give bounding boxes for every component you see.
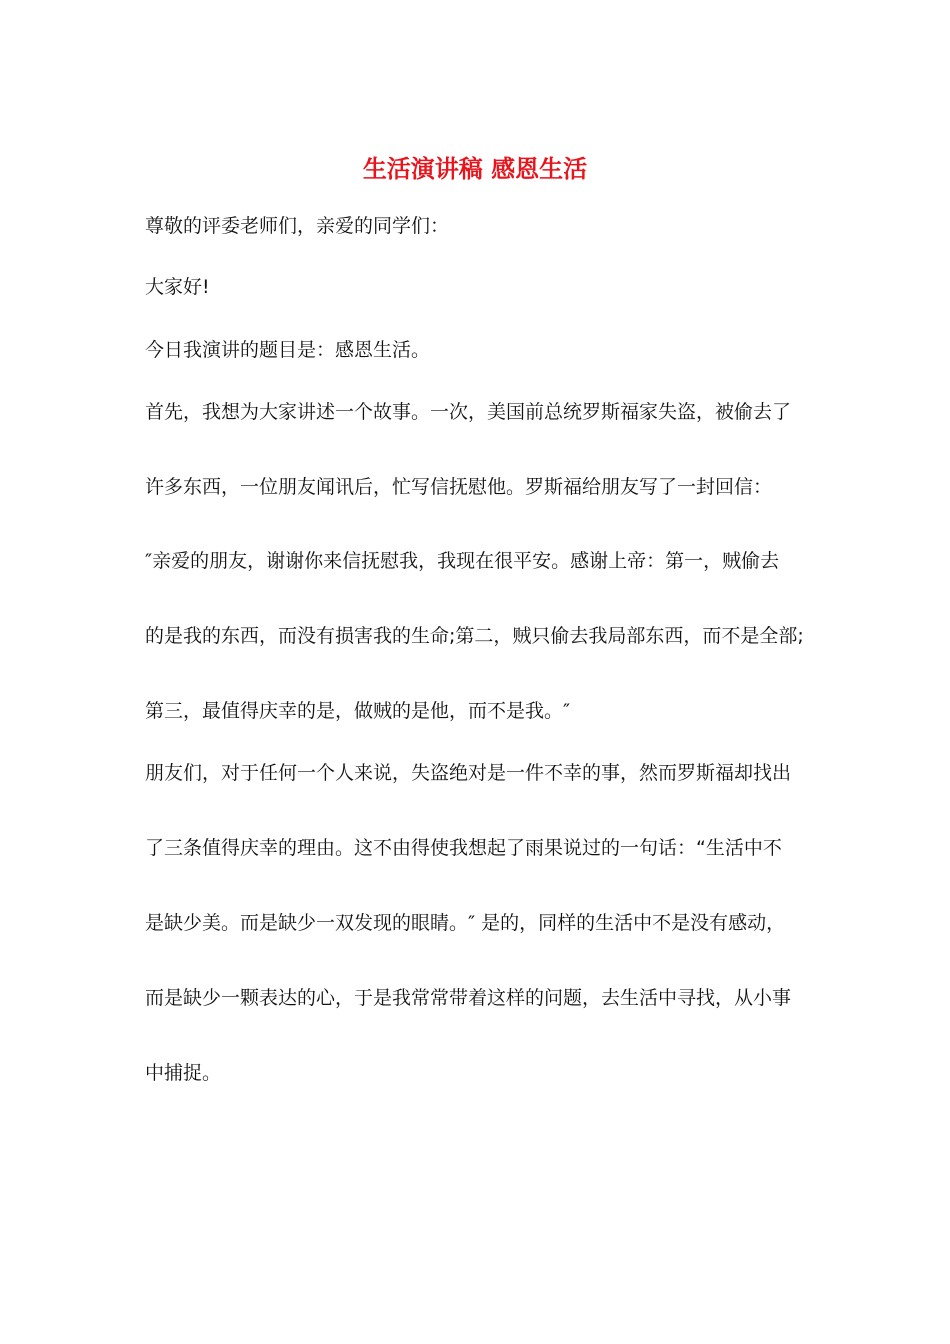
paragraph-line: 第三，最值得庆幸的是，做贼的是他，而不是我。″ [145, 700, 571, 722]
paragraph-line: ″亲爱的朋友，谢谢你来信抚慰我，我现在很平安。感谢上帝：第一，贼偷去 [145, 550, 780, 572]
greeting-line: 大家好! [145, 276, 210, 298]
paragraph-line: 的是我的东西，而没有损害我的生命;第二，贼只偷去我局部东西，而不是全部; [145, 625, 804, 647]
paragraph-line: 了三条值得庆幸的理由。这不由得使我想起了雨果说过的一句话：“生活中不 [145, 837, 782, 859]
paragraph-line: 首先，我想为大家讲述一个故事。一次，美国前总统罗斯福家失盗，被偷去了 [145, 401, 792, 423]
topic-line: 今日我演讲的题目是：感恩生活。 [145, 339, 431, 361]
salutation-line: 尊敬的评委老师们，亲爱的同学们： [145, 215, 450, 237]
paragraph-line: 而是缺少一颗表达的心，于是我常常带着这样的问题，去生活中寻找，从小事 [145, 987, 792, 1009]
paragraph-line: 是缺少美。而是缺少一双发现的眼睛。″ 是的，同样的生活中不是没有感动， [145, 912, 786, 934]
document-title: 生活演讲稿 感恩生活 [362, 154, 588, 183]
paragraph-line: 朋友们，对于任何一个人来说，失盗绝对是一件不幸的事，然而罗斯福却找出 [145, 762, 792, 784]
paragraph-line: 中捕捉。 [145, 1062, 222, 1084]
paragraph-line: 许多东西，一位朋友闻讯后，忙写信抚慰他。罗斯福给朋友写了一封回信： [145, 476, 773, 498]
